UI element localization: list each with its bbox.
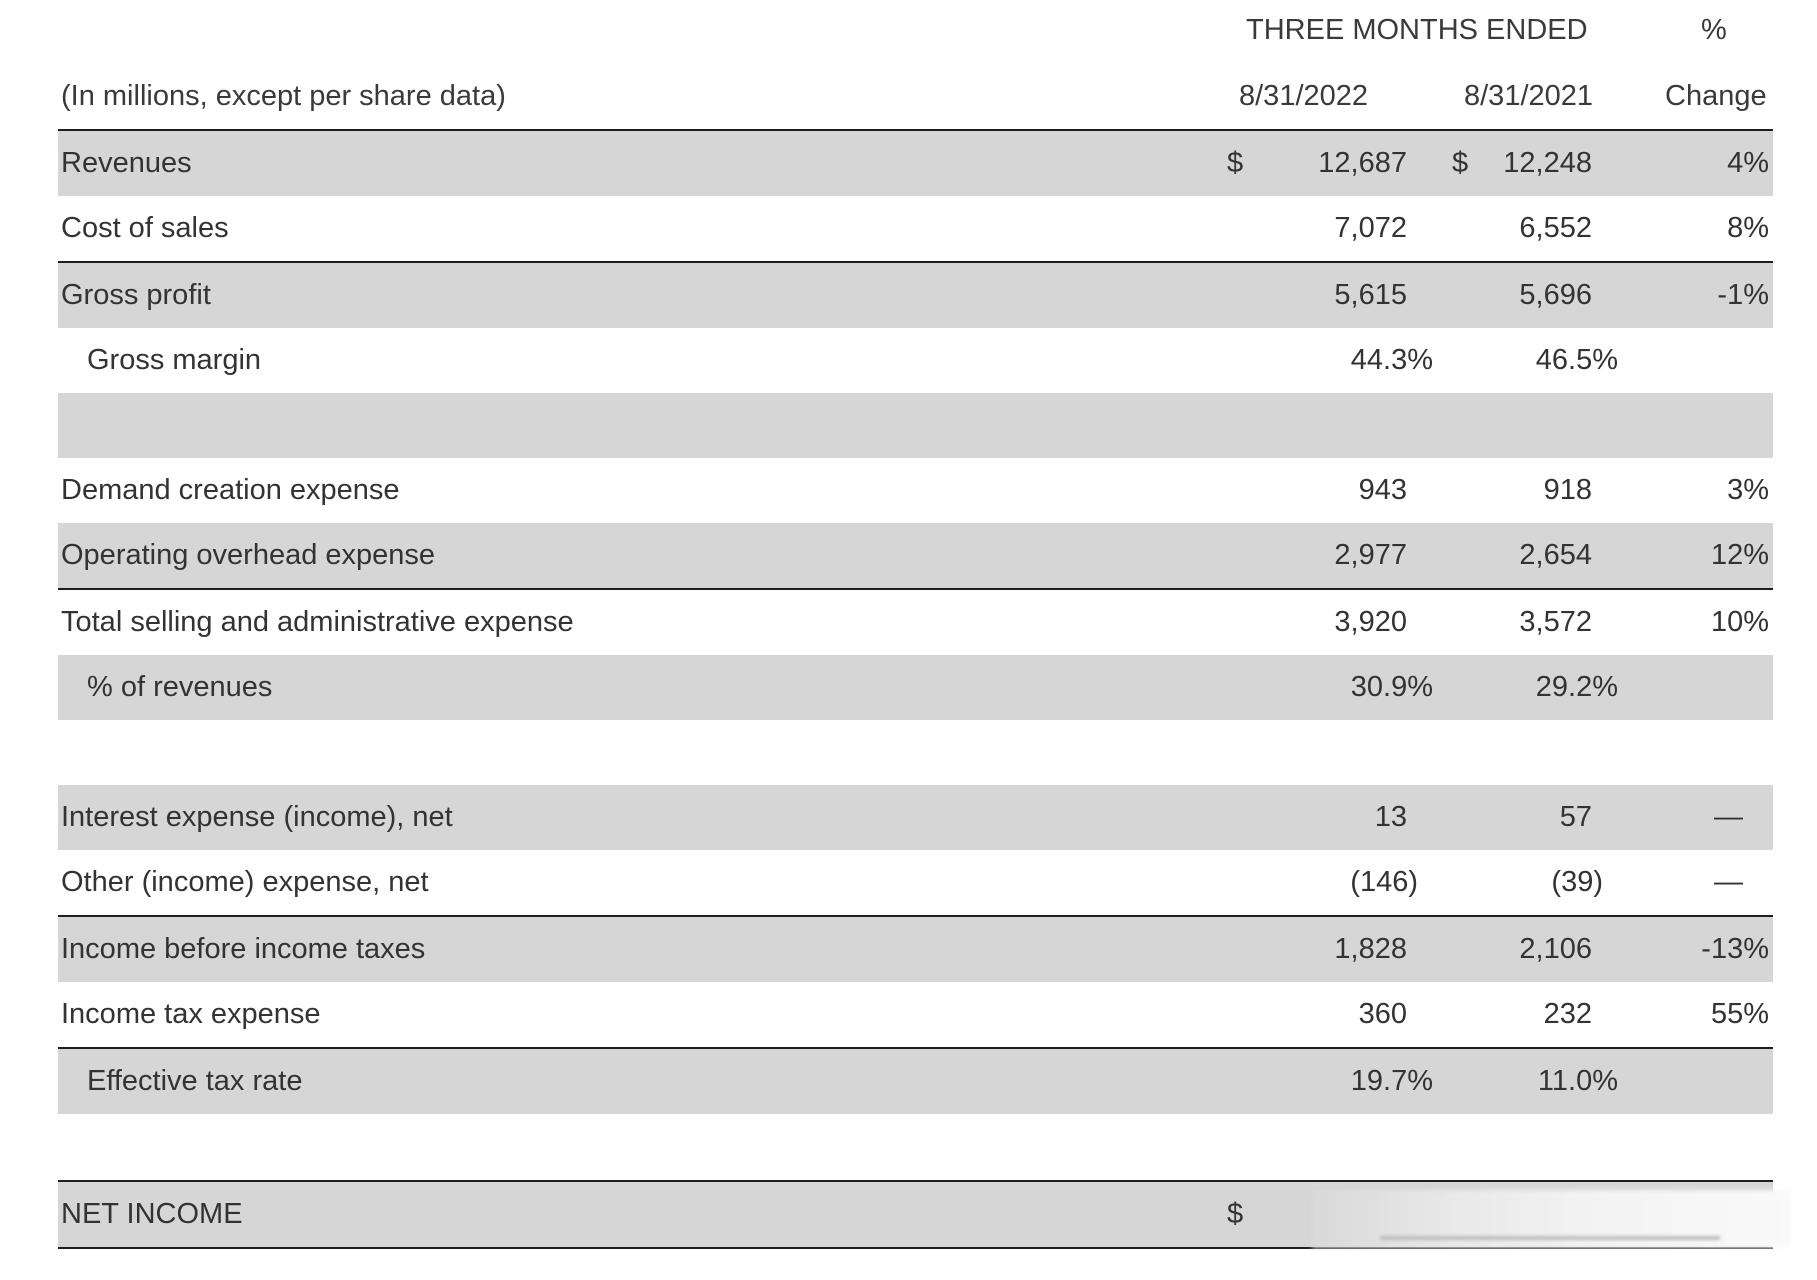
- value-2021: 12,248: [1503, 147, 1592, 179]
- row-label: Operating overhead expense: [61, 539, 436, 571]
- table-row-spacer: [58, 393, 1773, 458]
- row-label: Demand creation expense: [61, 474, 400, 506]
- value-change: 4%: [1727, 147, 1769, 179]
- value-2021: 5,696: [1519, 279, 1592, 311]
- column-header-2021: 8/31/2021: [1464, 80, 1594, 112]
- value-2022: 943: [1358, 474, 1407, 506]
- value-2021: 918: [1543, 474, 1592, 506]
- value-2021: 11.0%: [1537, 1065, 1618, 1097]
- value-2022: 44.3%: [1350, 344, 1433, 376]
- value-2022: 30.9%: [1350, 671, 1433, 703]
- units-note: (In millions, except per share data): [61, 80, 506, 112]
- value-2021: 232: [1543, 998, 1592, 1030]
- value-change: —: [1714, 801, 1743, 833]
- table-row-gross-profit: [58, 263, 1773, 328]
- period-group-header: THREE MONTHS ENDED: [1246, 14, 1588, 46]
- table-row-pct-revenues: [58, 655, 1773, 720]
- income-statement-table: [58, 0, 1773, 1280]
- row-label: Total selling and administrative expense: [61, 606, 574, 638]
- value-2022: 360: [1358, 998, 1407, 1030]
- row-label: Gross profit: [61, 279, 211, 311]
- value-2021: 57: [1559, 801, 1592, 833]
- pct-change-header-top: %: [1701, 14, 1727, 46]
- value-change: —: [1714, 866, 1743, 898]
- row-label: Cost of sales: [61, 212, 229, 244]
- row-label: NET INCOME: [61, 1198, 243, 1230]
- column-header-2022: 8/31/2022: [1239, 80, 1369, 112]
- value-2022: 13: [1374, 801, 1407, 833]
- table-row-revenues: [58, 129, 1773, 196]
- table-row-other-income: [58, 850, 1773, 917]
- table-row-demand-creation: [58, 458, 1773, 523]
- row-label: Income before income taxes: [61, 933, 426, 965]
- value-2021: 3,572: [1519, 606, 1592, 638]
- value-change: 8%: [1727, 212, 1769, 244]
- row-label: Effective tax rate: [87, 1065, 303, 1097]
- value-2022: 19.7%: [1350, 1065, 1433, 1097]
- value-2022: 3,920: [1334, 606, 1407, 638]
- value-2021: 2,106: [1519, 933, 1592, 965]
- currency-symbol: $: [1227, 147, 1244, 179]
- table-row-income-tax-expense: [58, 982, 1773, 1049]
- value-2021: (39): [1551, 866, 1603, 898]
- row-label: Income tax expense: [61, 998, 321, 1030]
- value-2022: (146): [1350, 866, 1418, 898]
- row-label: % of revenues: [87, 671, 273, 703]
- value-2021: 29.2%: [1535, 671, 1618, 703]
- value-change: 3%: [1727, 474, 1769, 506]
- value-change: 12%: [1710, 539, 1769, 571]
- value-2022: 7,072: [1334, 212, 1407, 244]
- table-row-income-before-taxes: [58, 917, 1773, 982]
- table-row-total-sga: [58, 590, 1773, 655]
- value-2021: 2,654: [1519, 539, 1592, 571]
- obscured-underline: [1380, 1236, 1720, 1240]
- table-row-gross-margin: [58, 328, 1773, 393]
- currency-symbol: $: [1452, 147, 1469, 179]
- value-2022: 12,687: [1318, 147, 1407, 179]
- column-header-change: Change: [1665, 80, 1767, 112]
- value-2022: 5,615: [1334, 279, 1407, 311]
- currency-symbol: $: [1227, 1198, 1244, 1230]
- table-row-effective-tax-rate: [58, 1049, 1773, 1114]
- value-2022: 1,828: [1334, 933, 1407, 965]
- value-2022: 2,977: [1334, 539, 1407, 571]
- value-change: -13%: [1701, 933, 1769, 965]
- table-row-operating-overhead: [58, 523, 1773, 590]
- value-change: 55%: [1710, 998, 1769, 1030]
- row-label: Interest expense (income), net: [61, 801, 453, 833]
- table-row-cost-of-sales: [58, 196, 1773, 263]
- row-label: Other (income) expense, net: [61, 866, 429, 898]
- value-2021: 6,552: [1519, 212, 1592, 244]
- value-2021: 46.5%: [1535, 344, 1618, 376]
- value-change: -1%: [1717, 279, 1769, 311]
- row-label: Gross margin: [87, 344, 262, 376]
- row-label: Revenues: [61, 147, 192, 179]
- value-change: 10%: [1710, 606, 1769, 638]
- table-row-interest-expense: [58, 785, 1773, 850]
